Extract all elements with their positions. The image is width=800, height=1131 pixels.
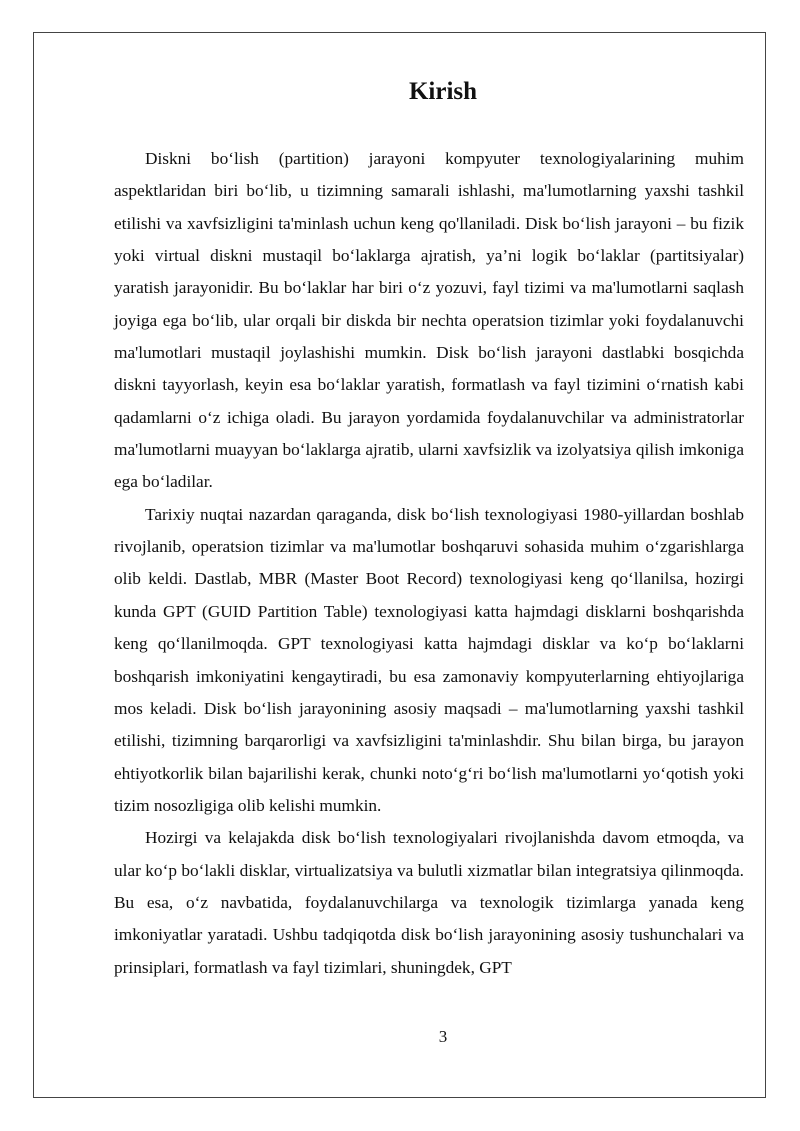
page-number: 3 [438,1027,448,1046]
paragraph: Hozirgi va kelajakda disk bo‘lish texnologiyalari rivojlanishda davom etmoqda, va ular ko‘p bo‘lakli disklar, virtualizatsiya va bulutli xizmatlar bilan integratsiya qilinmoqda. Bu esa, o‘z navbatida, foydalanuvchilarga va texnologik tizimlarga yanada keng imkoniyatlar yaratadi. Ushbu tadqiqotda disk bo‘lish jarayonining asosiy tushunchalari va prinsiplari, formatlash va fayl tizimlari, shuningdek, GPT [114,828,744,977]
body-text [114,143,744,984]
paragraph: Diskni bo‘lish (partition) jarayoni kompyuter texnologiyalarining muhim aspektlaridan biri bo‘lib, u tizimning samarali ishlashi, ma'lumotlarning yaxshi tashkil etilishi va xavfsizligini ta'minlash uchun keng qo'llaniladi. Disk bo‘lish jarayoni – bu fizik yoki virtual diskni mustaqil bo‘laklarga ajratish, ya’ni logik bo‘laklar (partitsiyalar) yaratish jarayonidir. Bu bo‘laklar har biri o‘z yozuvi, fayl tizimi va ma'lumotlarni saqlash joyiga ega bo‘lib, ular orqali bir diskda bir nechta operatsion tizimlar yoki foydalanuvchi ma'lumotlari mustaqil joylashishi mumkin. Disk bo‘lish jarayoni dastlabki bosqichda diskni tayyorlash, keyin esa bo‘laklar yaratish, formatlash va fayl tizimini o‘rnatish kabi qadamlarni o‘z ichiga oladi. Bu jarayon yordamida foydalanuvchilar va administratorlar ma'lumotlarni muayyan bo‘laklarga ajratib, ularni xavfsizlik va izolyatsiya qilish imkoniga ega bo‘ladilar. [114,149,744,492]
paragraph: Tarixiy nuqtai nazardan qaraganda, disk bo‘lish texnologiyasi 1980-yillardan boshlab rivojlanib, operatsion tizimlar va ma'lumotlar boshqaruvi sohasida muhim o‘zgarishlarga olib keldi. Dastlab, MBR (Master Boot Record) texnologiyasi keng qo‘llanilsa, hozirgi kunda GPT (GUID Partition Table) texnologiyasi katta hajmdagi disklarni boshqarishda keng qo‘llanilmoqda. GPT texnologiyasi katta hajmdagi disklar va ko‘p bo‘laklarni boshqarish imkoniyatini kengaytiradi, bu esa zamonaviy kompyuterlarning ehtiyojlariga mos keladi. Disk bo‘lish jarayonining asosiy maqsadi – ma'lumotlarning yaxshi tashkil etilishi, tizimning barqarorligi va xavfsizligini ta'minlashdir. Shu bilan birga, bu jarayon ehtiyotkorlik bilan bajarilishi kerak, chunki noto‘g‘ri bo‘lish ma'lumotlarni yo‘qotish yoki tizim nosozligiga olib kelishi mumkin. [114,504,744,815]
page-title: Kirish [408,78,478,105]
